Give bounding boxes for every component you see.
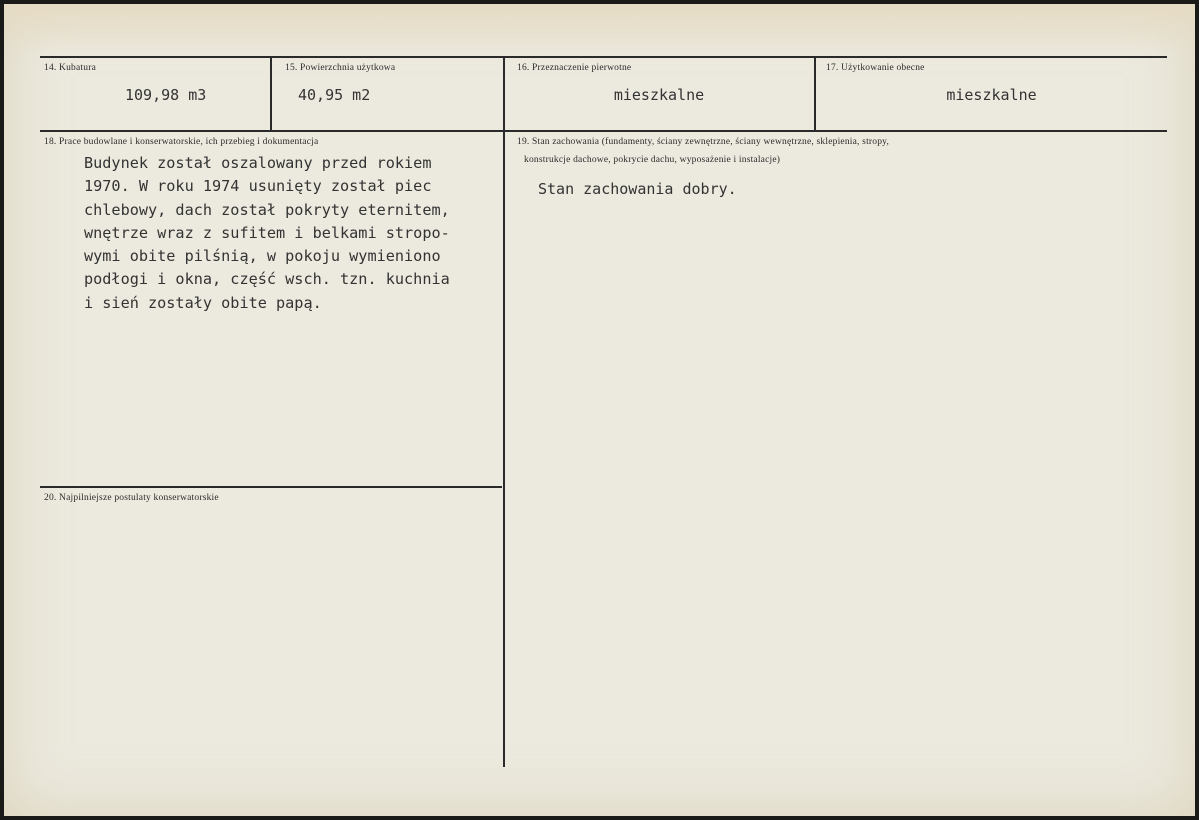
record-card: [4, 4, 1195, 816]
text-line: chlebowy, dach został pokryty eternitem,: [84, 200, 450, 219]
text-line: Budynek został oszalowany przed rokiem: [84, 154, 432, 172]
text-line: 1970. W roku 1974 usunięty został piec: [84, 177, 432, 196]
text-line: podłogi i okna, część wsch. tzn. kuchnia: [84, 270, 450, 289]
divider-14-15: [270, 57, 272, 131]
row-rule: [40, 130, 1167, 132]
current-use-value: mieszkalne: [946, 86, 1037, 104]
text-line: wymi obite pilśnią, w pokoju wymieniono: [84, 247, 441, 266]
conservation-postulates-label: 20. Najpilniejsze postulaty konserwatorskie: [44, 493, 219, 503]
section-20-rule: [40, 486, 502, 488]
cubature-label: 14. Kubatura: [44, 63, 96, 73]
construction-works-text: [84, 152, 450, 315]
cubature-value: 109,98 m3: [125, 86, 207, 104]
condition-value: Stan zachowania dobry.: [538, 180, 737, 198]
usable-area-label: 15. Powierzchnia użytkowa: [285, 63, 396, 73]
original-purpose-value: mieszkalne: [613, 86, 705, 104]
text-line: wnętrze wraz z sufitem i belkami stropo-: [84, 223, 450, 242]
text-line: i sień zostały obite papą.: [84, 293, 322, 312]
condition-label-line1: 19. Stan zachowania (fundamenty, ściany zewnętrzne, ściany wewnętrzne, sklepienia, stropy,: [517, 137, 890, 147]
divider-18-19: [503, 131, 505, 767]
usable-area-value: 40,95 m2: [298, 86, 371, 104]
current-use-label: 17. Użytkowanie obecne: [826, 63, 925, 73]
condition-label-line2: konstrukcje dachowe, pokrycie dachu, wyposażenie i instalacje): [524, 155, 781, 165]
construction-works-label: 18. Prace budowlane i konserwatorskie, ich przebieg i dokumentacja: [44, 137, 319, 147]
top-rule: [40, 56, 1167, 58]
original-purpose-label: 16. Przeznaczenie pierwotne: [517, 63, 632, 73]
